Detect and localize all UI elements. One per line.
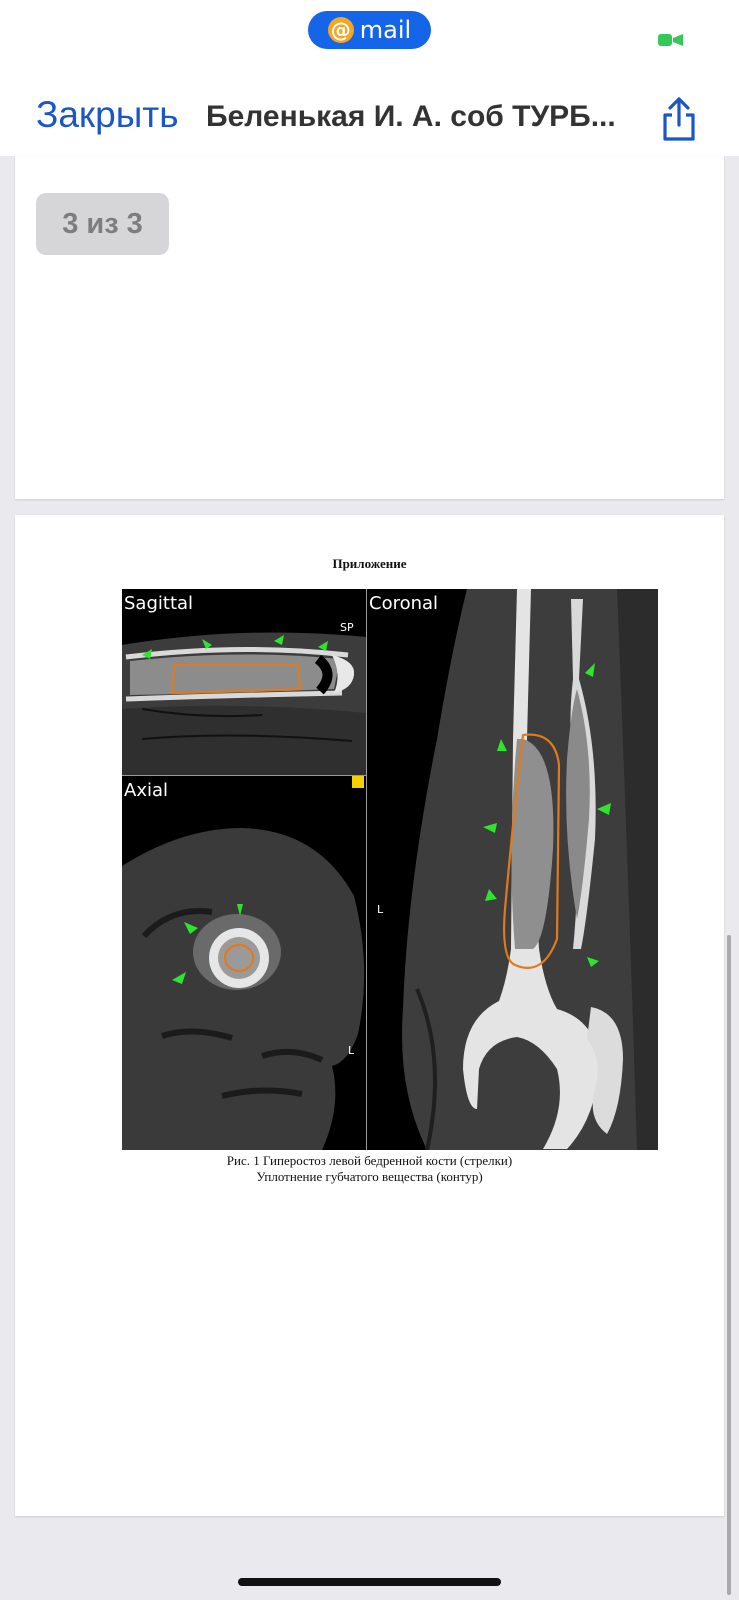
page-counter-badge: 3 из 3 xyxy=(36,193,169,255)
figure-caption-line1: Рис. 1 Гиперостоз левой бедренной кости (стрелки) xyxy=(226,1153,513,1168)
document-title: Беленькая И. А. соб ТУРБ... xyxy=(206,100,616,133)
share-icon[interactable] xyxy=(660,96,698,142)
sagittal-ct-image xyxy=(122,589,366,775)
home-indicator[interactable] xyxy=(238,1578,501,1586)
camera-indicator-icon xyxy=(657,33,685,47)
axial-ct-image xyxy=(122,776,366,1150)
axial-panel xyxy=(122,776,366,1150)
status-bar xyxy=(0,0,739,80)
scrollbar[interactable] xyxy=(727,935,731,1595)
axial-label: Axial xyxy=(124,780,168,801)
coronal-label: Coronal xyxy=(369,593,439,614)
ct-figure xyxy=(122,589,658,1150)
axial-marker: L xyxy=(348,1044,355,1057)
figure-caption-line2: Уплотнение губчатого вещества (контур) xyxy=(256,1169,483,1184)
at-sign-icon: @ xyxy=(328,17,354,43)
panel-divider xyxy=(122,775,366,776)
app-pill-label: mail xyxy=(359,16,412,44)
viewer-header xyxy=(0,80,739,156)
coronal-ct-image xyxy=(367,589,658,1150)
appendix-title: Приложение xyxy=(332,556,407,571)
coronal-panel xyxy=(367,589,658,1150)
coronal-marker: L xyxy=(377,903,384,916)
sagittal-marker: SP xyxy=(340,621,354,634)
close-button[interactable]: Закрыть xyxy=(36,94,179,135)
sagittal-panel xyxy=(122,589,366,775)
mail-app-pill[interactable] xyxy=(308,11,431,49)
sagittal-label: Sagittal xyxy=(124,593,194,614)
